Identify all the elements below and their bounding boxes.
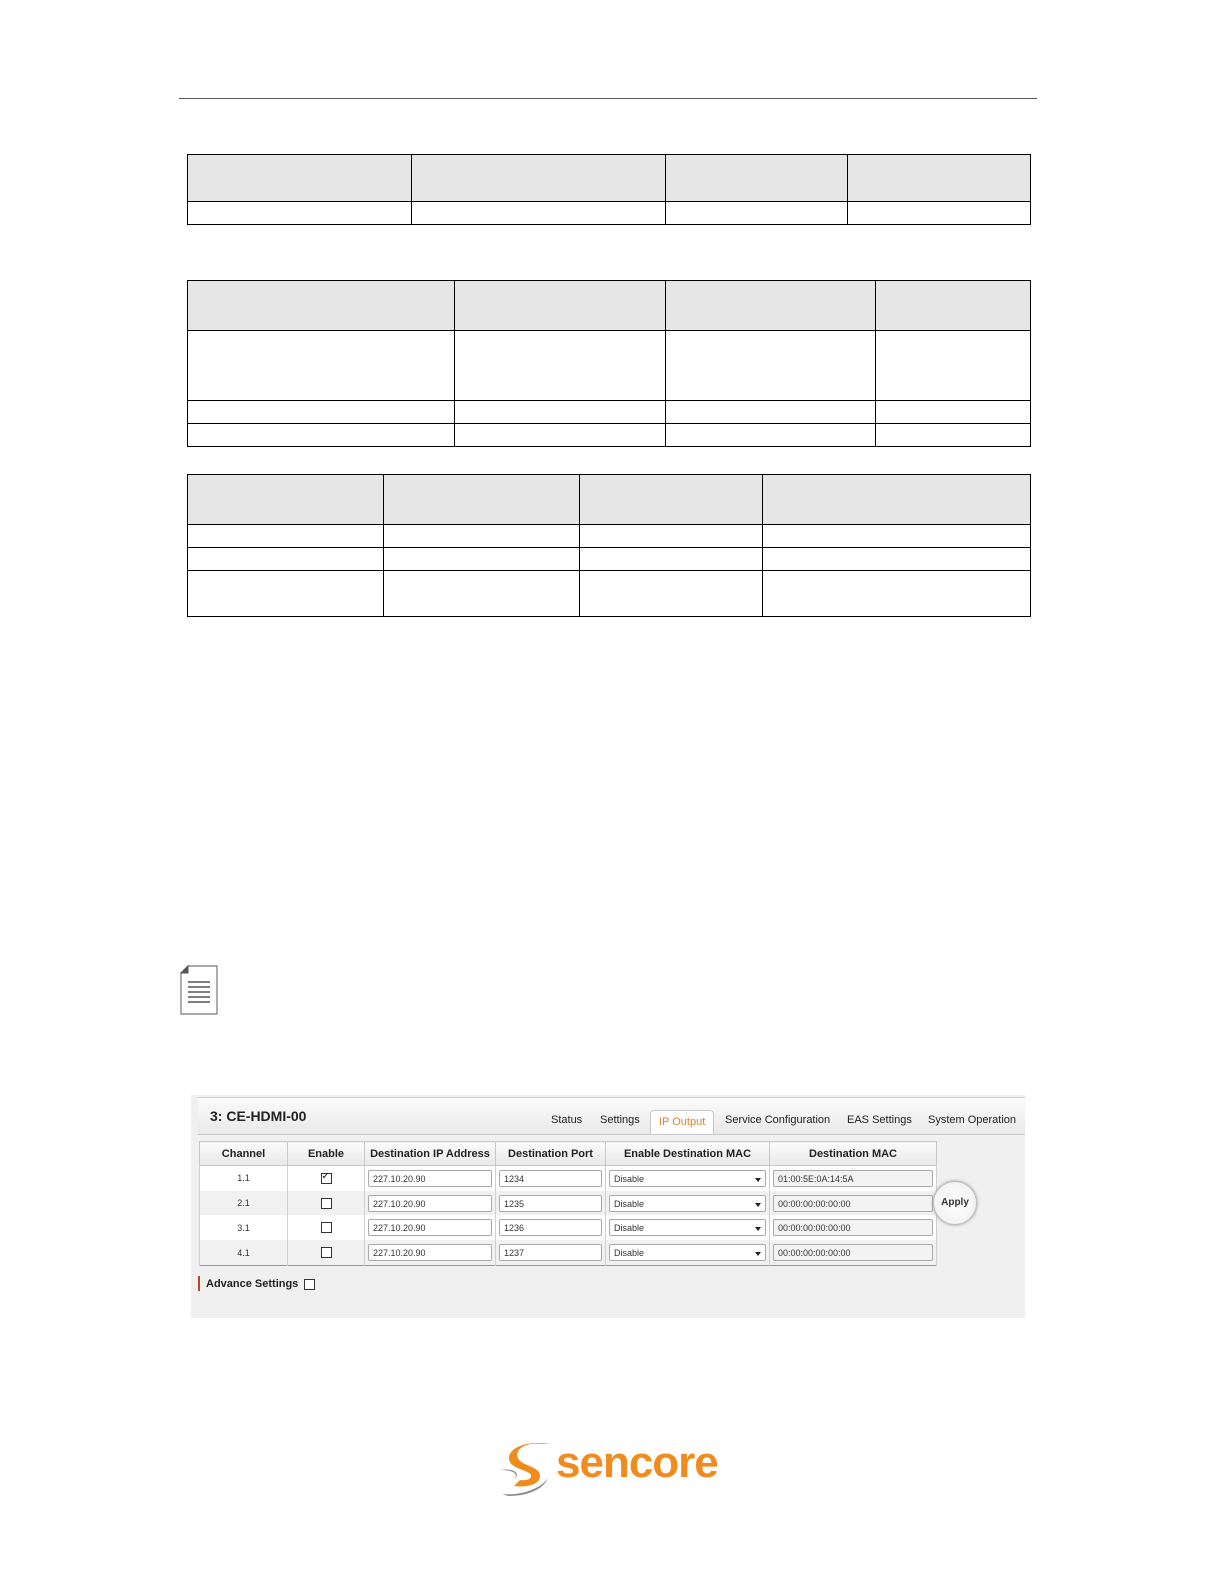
channel-cell: 2.1 [200,1191,288,1216]
destination-port-input[interactable]: 1235 [499,1195,602,1212]
tab-eas-settings[interactable]: EAS Settings [847,1114,912,1126]
sencore-swoosh-icon [500,1440,560,1498]
enable-mac-select[interactable] [609,1244,766,1261]
table-row [188,281,1031,331]
col-destination-port: Destination Port [496,1142,606,1166]
select-value: Disable [614,1223,645,1234]
col-enable: Enable [288,1142,365,1166]
table-row [188,331,1031,401]
panel-header [198,1097,1025,1135]
tab-status[interactable]: Status [551,1114,583,1126]
tab-system-operation[interactable]: System Operation [928,1114,1017,1126]
ip-output-table [199,1141,937,1266]
select-value: Disable [614,1248,645,1259]
channel-cell: 3.1 [200,1215,288,1240]
table-row [188,525,1031,548]
table-3 [187,474,1031,617]
advance-settings-label: Advance Settings [206,1278,299,1290]
col-enable-destination-mac: Enable Destination MAC [606,1142,770,1166]
dropdown-arrow-icon [755,1178,761,1182]
table-row [188,424,1031,447]
sencore-logo [500,1440,718,1498]
select-value: Disable [614,1173,645,1184]
table-row [200,1166,937,1191]
destination-mac-field: 00:00:00:00:00:00 [773,1244,933,1261]
table-row [188,475,1031,525]
enable-checkbox[interactable] [321,1198,332,1209]
tab-settings[interactable]: Settings [600,1114,640,1126]
destination-mac-field: 00:00:00:00:00:00 [773,1195,933,1212]
enable-checkbox[interactable] [321,1173,332,1184]
table-1 [187,154,1031,225]
destination-port-input[interactable]: 1236 [499,1219,602,1236]
enable-mac-select[interactable] [609,1195,766,1212]
table-header-row [200,1142,937,1166]
table-row [188,571,1031,617]
apply-button[interactable]: Apply [933,1181,977,1225]
dropdown-arrow-icon [755,1252,761,1256]
col-destination-ip: Destination IP Address [365,1142,496,1166]
ip-output-panel [191,1095,1025,1318]
dropdown-arrow-icon [755,1203,761,1207]
enable-mac-select[interactable] [609,1170,766,1187]
channel-cell: 1.1 [200,1166,288,1191]
select-value: Disable [614,1198,645,1209]
enable-checkbox[interactable] [321,1247,332,1258]
destination-port-input[interactable]: 1234 [499,1170,602,1187]
destination-ip-input[interactable]: 227.10.20.90 [368,1244,492,1261]
destination-ip-input[interactable]: 227.10.20.90 [368,1195,492,1212]
table-row [188,155,1031,202]
table-row [200,1215,937,1240]
header-rule [179,98,1037,99]
destination-ip-input[interactable]: 227.10.20.90 [368,1170,492,1187]
enable-mac-select[interactable] [609,1219,766,1236]
table-row [188,401,1031,424]
logo-wordmark: sencore [556,1438,718,1487]
enable-checkbox[interactable] [321,1222,332,1233]
table-row [188,202,1031,225]
destination-port-input[interactable]: 1237 [499,1244,602,1261]
destination-mac-field: 00:00:00:00:00:00 [773,1219,933,1236]
destination-mac-field: 01:00:5E:0A:14:5A [773,1170,933,1187]
table-2 [187,280,1031,447]
col-destination-mac: Destination MAC [770,1142,937,1166]
channel-cell: 4.1 [200,1240,288,1265]
tab-service-configuration[interactable]: Service Configuration [725,1114,831,1126]
destination-ip-input[interactable]: 227.10.20.90 [368,1219,492,1236]
advance-settings-checkbox[interactable] [304,1279,315,1290]
advance-settings [198,1276,315,1291]
table-row [188,548,1031,571]
tab-ip-output[interactable]: IP Output [650,1110,714,1134]
col-channel: Channel [200,1142,288,1166]
table-row [200,1191,937,1216]
table-row [200,1240,937,1265]
note-icon [180,965,218,1015]
dropdown-arrow-icon [755,1227,761,1231]
device-title: 3: CE-HDMI-00 [210,1108,307,1124]
